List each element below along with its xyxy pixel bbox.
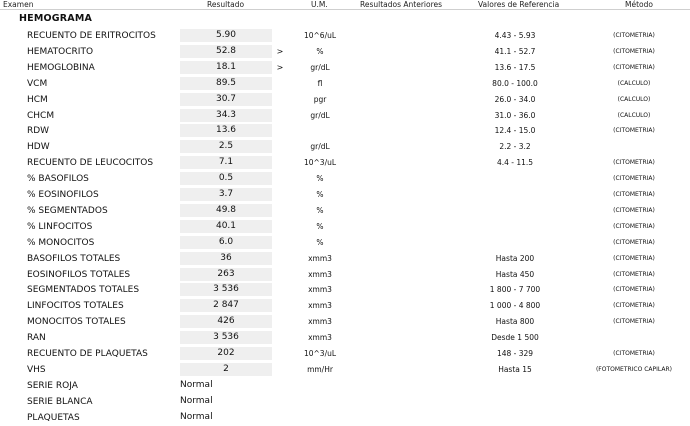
exam-name: CHCM [27, 110, 55, 121]
reference-range: 148 - 329 [496, 349, 534, 358]
method: (CITOMETRIA) [613, 63, 655, 71]
result-value: 3.7 [180, 188, 272, 201]
table-row [0, 235, 690, 251]
method: (CITOMETRIA) [613, 47, 655, 55]
reference-range: 41.1 - 52.7 [494, 46, 536, 56]
unit: fl [317, 78, 323, 88]
reference-range: 80.0 - 100.0 [492, 78, 538, 88]
unit: xmm3 [308, 301, 332, 311]
exam-name: RECUENTO DE LEUCOCITOS [27, 158, 154, 169]
table-row [0, 298, 690, 314]
unit: % [316, 46, 324, 56]
method: (CITOMETRIA) [613, 206, 655, 214]
exam-name: HCM [27, 94, 48, 105]
exam-name: % LINFOCITOS [27, 221, 93, 232]
exam-name: % MONOCITOS [27, 237, 95, 248]
table-row [0, 187, 690, 203]
column-header-method: Método [625, 0, 653, 9]
table-row [0, 108, 690, 124]
table-row [0, 139, 690, 155]
reference-range: Hasta 200 [495, 253, 535, 263]
result-value: 5.90 [180, 29, 272, 42]
exam-name: HEMATOCRITO [27, 46, 94, 57]
column-header-previous: Resultados Anteriores [360, 0, 443, 9]
exam-name: RECUENTO DE PLAQUETAS [27, 349, 148, 359]
method: (CITOMETRIA) [613, 350, 655, 357]
unit: gr/dL [310, 62, 330, 72]
exam-name: RAN [27, 333, 46, 344]
column-header-reference: Valores de Referencia [478, 0, 560, 9]
result-value: 3 536 [180, 283, 272, 296]
exam-name: RDW [27, 126, 50, 137]
exam-name: VHS [27, 364, 46, 375]
reference-range: 31.0 - 36.0 [494, 110, 536, 120]
exam-name: MONOCITOS TOTALES [27, 317, 126, 328]
result-value: 6.0 [180, 236, 272, 249]
result-value: 30.7 [180, 93, 272, 106]
method: (CITOMETRIA) [613, 286, 655, 294]
reference-range: Hasta 450 [495, 269, 535, 279]
exam-name: EOSINOFILOS TOTALES [27, 269, 131, 280]
result-value: 36 [180, 252, 272, 265]
unit: xmm3 [308, 269, 332, 279]
method: (FOTOMETRICO CAPILAR) [595, 365, 673, 373]
result-value: 202 [180, 347, 272, 360]
table-row [0, 346, 690, 362]
exam-name: LINFOCITOS TOTALES [27, 301, 124, 312]
table-row [0, 251, 690, 267]
table-row [0, 76, 690, 92]
reference-range: Desde 1 500 [491, 333, 539, 343]
abnormal-flag: > [276, 62, 284, 72]
method: (CITOMETRIA) [613, 302, 655, 310]
method: (CALCULO) [617, 95, 651, 103]
table-row [0, 282, 690, 298]
method: (CITOMETRIA) [613, 127, 655, 135]
result-value: 40.1 [180, 220, 272, 233]
column-header-result: Resultado [207, 0, 245, 9]
reference-range: 2.2 - 3.2 [499, 142, 531, 152]
method: (CITOMETRIA) [613, 238, 655, 246]
table-row [0, 123, 690, 139]
unit: xmm3 [308, 253, 332, 263]
result-value: Normal [180, 395, 213, 406]
method: (CITOMETRIA) [613, 32, 655, 39]
method: (CALCULO) [617, 111, 651, 119]
table-row [0, 219, 690, 235]
method: (CITOMETRIA) [613, 175, 655, 183]
reference-range: 26.0 - 34.0 [494, 94, 536, 104]
table-row [0, 60, 690, 76]
column-header-row [0, 0, 690, 10]
table-row [0, 171, 690, 187]
unit: xmm3 [308, 333, 332, 343]
unit: 10^3/uL [303, 158, 337, 168]
reference-range: 4.43 - 5.93 [494, 31, 536, 40]
unit: pgr [313, 94, 327, 104]
method: (CITOMETRIA) [613, 254, 655, 262]
section-title: HEMOGRAMA [19, 13, 93, 24]
table-row [0, 92, 690, 108]
reference-range: 13.6 - 17.5 [494, 62, 536, 72]
method: (CITOMETRIA) [613, 159, 655, 167]
table-row [0, 28, 690, 44]
exam-name: HDW [27, 142, 50, 153]
result-value: Normal [180, 379, 213, 390]
reference-range: 1 000 - 4 800 [489, 301, 541, 311]
result-value: 2 847 [180, 299, 272, 312]
result-value: 34.3 [180, 109, 272, 122]
abnormal-flag: > [276, 46, 284, 56]
method: (CITOMETRIA) [613, 191, 655, 198]
result-value: 0.5 [180, 172, 272, 185]
result-value: 13.6 [180, 124, 272, 137]
exam-name: SERIE BLANCA [27, 396, 93, 407]
table-row [0, 378, 690, 394]
unit: gr/dL [310, 142, 330, 152]
column-header-exam: Examen [3, 0, 34, 9]
result-value: 3 536 [180, 331, 272, 344]
table-row [0, 155, 690, 171]
table-row [0, 314, 690, 330]
result-value: 89.5 [180, 77, 272, 90]
result-value: 2 [180, 363, 272, 376]
unit: % [316, 237, 324, 247]
method: (CITOMETRIA) [613, 270, 655, 278]
reference-range: 12.4 - 15.0 [494, 126, 536, 136]
unit: xmm3 [308, 285, 332, 295]
unit: % [316, 174, 324, 184]
table-row [0, 330, 690, 346]
exam-name: HEMOGLOBINA [27, 62, 95, 73]
unit: gr/dL [310, 110, 330, 120]
method: (CALCULO) [617, 79, 651, 87]
exam-name: % SEGMENTADOS [27, 205, 108, 216]
result-value: 49.8 [180, 204, 272, 217]
unit: % [316, 190, 324, 199]
unit: xmm3 [308, 317, 332, 327]
table-row [0, 203, 690, 219]
reference-range: Hasta 15 [498, 364, 532, 374]
reference-range: 4.4 - 11.5 [496, 158, 534, 168]
method: (CITOMETRIA) [613, 318, 655, 326]
result-value: 18.1 [180, 61, 272, 74]
unit: % [316, 221, 324, 231]
exam-name: % BASOFILOS [27, 174, 89, 185]
unit: % [316, 205, 324, 215]
result-value: 2.5 [180, 140, 272, 153]
column-header-unit: U.M. [311, 0, 328, 9]
exam-name: SERIE ROJA [27, 380, 78, 391]
exam-name: VCM [27, 78, 48, 89]
result-value: Normal [180, 411, 213, 422]
exam-name: % EOSINOFILOS [27, 190, 99, 200]
exam-name: SEGMENTADOS TOTALES [27, 285, 140, 296]
table-row [0, 44, 690, 60]
unit: 10^3/uL [303, 349, 337, 358]
reference-range: Hasta 800 [495, 317, 535, 327]
result-value: 7.1 [180, 156, 272, 169]
table-row [0, 267, 690, 283]
result-value: 426 [180, 315, 272, 328]
table-row [0, 410, 690, 426]
table-row [0, 394, 690, 410]
exam-name: BASOFILOS TOTALES [27, 253, 121, 264]
unit: mm/Hr [307, 364, 333, 374]
result-value: 263 [180, 268, 272, 281]
table-row [0, 362, 690, 378]
exam-name: RECUENTO DE ERITROCITOS [27, 31, 156, 41]
method: (CITOMETRIA) [613, 222, 655, 230]
result-value: 52.8 [180, 45, 272, 58]
unit: 10^6/uL [303, 31, 337, 40]
reference-range: 1 800 - 7 700 [489, 285, 541, 295]
exam-name: PLAQUETAS [27, 412, 80, 423]
